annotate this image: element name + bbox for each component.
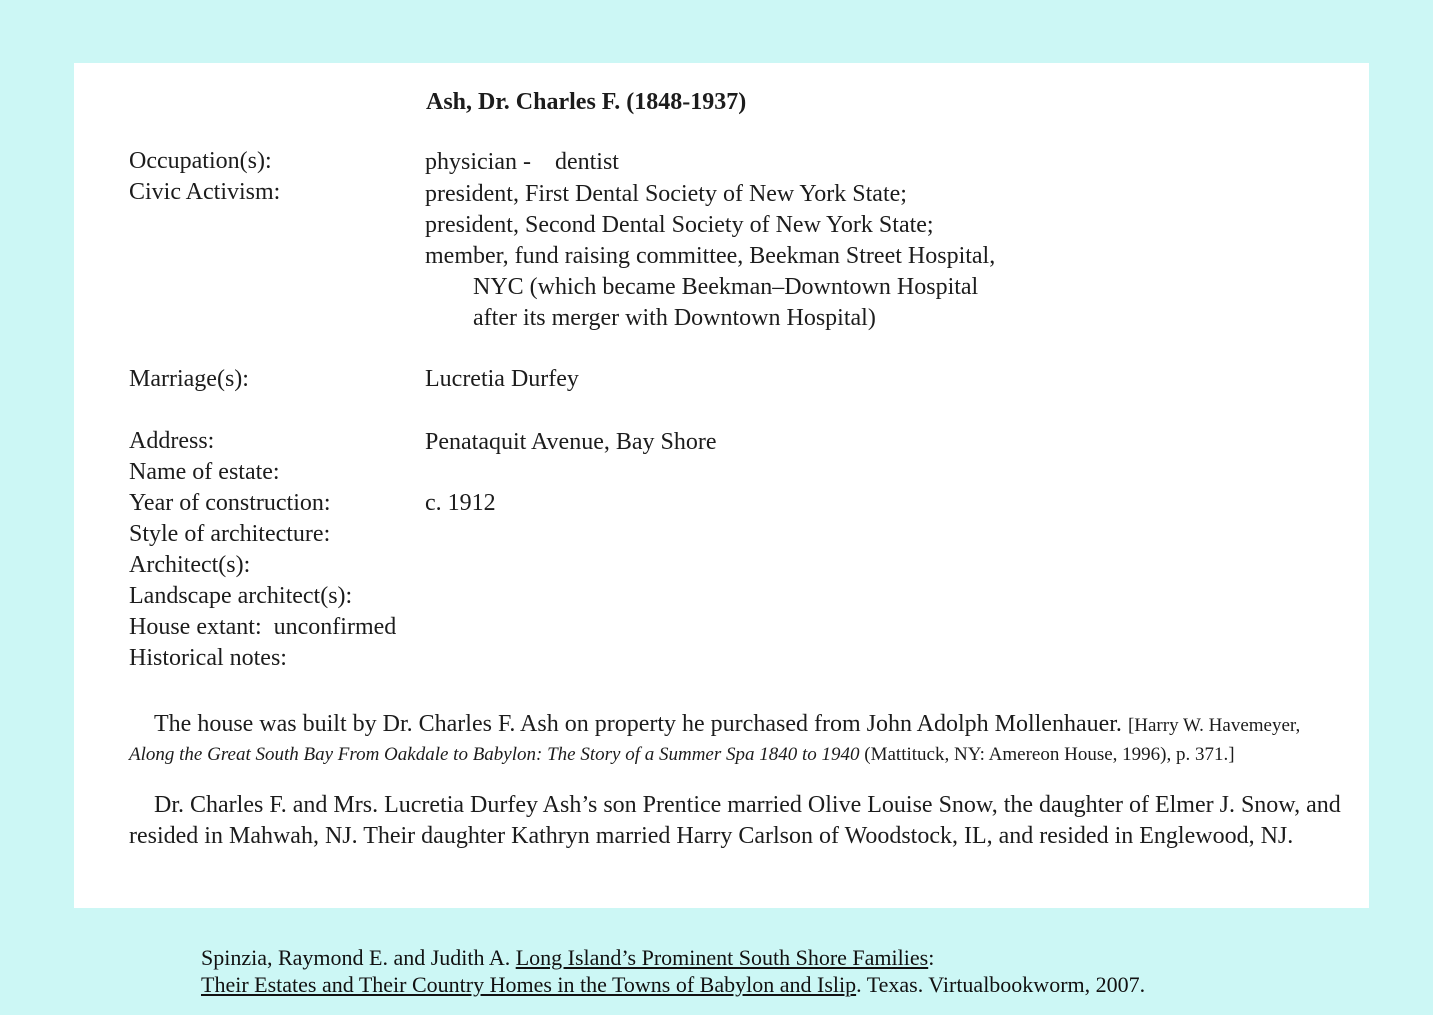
civic-line-5: after its merger with Downtown Hospital) <box>473 305 876 331</box>
source-authors: Spinzia, Raymond E. and Judith A. <box>201 945 511 970</box>
historical-notes-label: Historical notes: <box>129 645 287 671</box>
civic-activism-label: Civic Activism: <box>129 179 281 205</box>
architect-label: Architect(s): <box>129 552 251 578</box>
marriage-value: Lucretia Durfey <box>425 366 579 392</box>
citation-book-title: Along the Great South Bay From Oakdale to Babylon: The Story of a Summer Spa 1840 to 1940 <box>129 744 860 765</box>
year-of-construction-value: c. 1912 <box>425 490 496 516</box>
note-1-text: The house was built by Dr. Charles F. Ash on property he purchased from John Adolph Mollenhauer. <box>154 711 1122 737</box>
civic-line-3: member, fund raising committee, Beekman Street Hospital, <box>425 243 996 269</box>
citation-suffix: (Mattituck, NY: Amereon House, 1996), p. 371.] <box>864 744 1235 765</box>
civic-line-4: NYC (which became Beekman–Downtown Hospital <box>473 274 979 300</box>
civic-line-1: president, First Dental Society of New York State; <box>425 181 907 207</box>
estate-name-label: Name of estate: <box>129 459 280 485</box>
source-line-1 <box>201 944 1145 971</box>
civic-line-2: president, Second Dental Society of New York State; <box>425 212 934 238</box>
historical-note-paragraph-2: Dr. Charles F. and Mrs. Lucretia Durfey Ash’s son Prentice married Olive Louise Snow, the daughter of Elmer J. Snow, and resided in Mahwah, NJ. Their daughter Kathryn married Harry Carlson of Woodstock, IL, and resided in Englewood, NJ. <box>129 792 1341 849</box>
document-sheet <box>74 63 1369 908</box>
marriage-label: Marriage(s): <box>129 366 249 392</box>
architecture-style-label: Style of architecture: <box>129 521 331 547</box>
source-publisher: . Texas. Virtualbookworm, 2007. <box>856 972 1146 997</box>
source-book-title-part-2: Their Estates and Their Country Homes in the Towns of Babylon and Islip <box>201 972 857 997</box>
address-value: Penataquit Avenue, Bay Shore <box>425 429 717 455</box>
year-of-construction-label: Year of construction: <box>129 490 331 516</box>
citation-prefix: [Harry W. Havemeyer, <box>1127 715 1301 736</box>
source-book-title-part-1: Long Island’s Prominent South Shore Families <box>515 945 929 970</box>
page-title: Ash, Dr. Charles F. (1848-1937) <box>426 89 747 115</box>
address-label: Address: <box>129 428 215 454</box>
source-citation <box>201 944 1145 998</box>
occupation-label: Occupation(s): <box>129 148 272 174</box>
landscape-architect-label: Landscape architect(s): <box>129 583 353 609</box>
house-extant-label: House extant: unconfirmed <box>129 614 397 640</box>
occupation-value: physician - dentist <box>425 149 619 175</box>
source-colon: : <box>928 945 935 970</box>
source-line-2 <box>201 971 1145 998</box>
historical-note-paragraph-1 <box>129 709 1344 768</box>
